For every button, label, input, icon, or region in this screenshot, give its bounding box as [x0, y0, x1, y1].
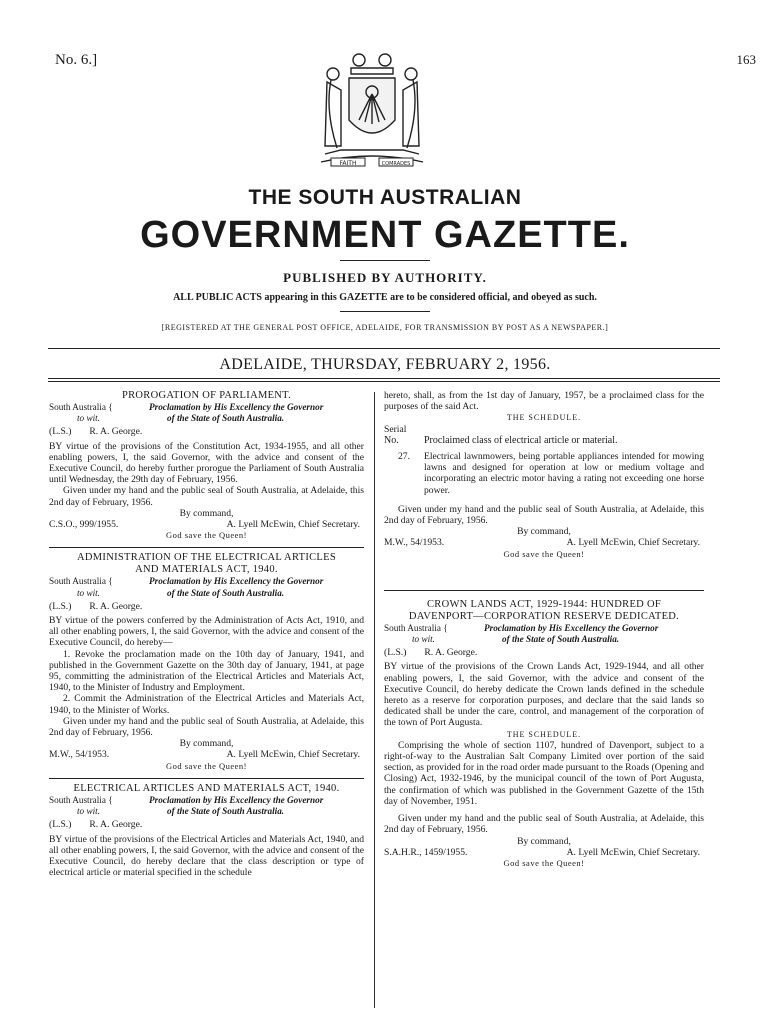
- coat-of-arms-icon: [311, 50, 433, 182]
- svg-text:FAITH: FAITH: [339, 160, 357, 167]
- page-number: 163: [736, 52, 756, 67]
- section-title: ADMINISTRATION OF THE ELECTRICAL ARTICLES: [77, 552, 336, 564]
- proclamation-heading: South Australia { to wit. Proclamation by His Excellency the Governor of the State of South Australia.: [49, 794, 324, 817]
- schedule-item: 27. Electrical lawnmowers, being portable appliances intended for mowing lawns and designed for operation at low or medium voltage and incorporating an electric motor having a rating not exceeding one horse power.: [398, 451, 704, 496]
- schedule-heading: THE SCHEDULE.: [506, 413, 582, 423]
- section-title: ELECTRICAL ARTICLES AND MATERIALS ACT, 1940.: [73, 782, 340, 794]
- divider: [48, 381, 720, 382]
- schedule-heading: THE SCHEDULE.: [506, 729, 582, 739]
- masthead-title: GOVERNMENT GAZETTE.: [140, 214, 630, 256]
- section-title: PROROGATION OF PARLIAMENT.: [121, 390, 292, 401]
- proclamation-heading: South Australia { to wit. Proclamation by His Excellency the Governor of the State of South Australia.: [49, 402, 324, 424]
- proclamation-body: BY virtue of the provisions of the Constitution Act, 1934-1955, and all other enabling powers, I, the said Governor, with the advice and consent of the Executive Council, do hereby further prorogue the Parliament of South Australia until Wednesday, the 29th day of February, 1956.: [49, 440, 364, 486]
- public-acts-notice: ALL PUBLIC ACTS appearing in this GAZETTE are to be considered official, and obeyed as such.: [173, 292, 597, 303]
- section-title: CROWN LANDS ACT, 1929-1944: HUNDRED OF: [426, 598, 662, 610]
- left-column: PROROGATION OF PARLIAMENT. South Australia { to wit. Proclamation by His Excellency the Governor of the State of South Australia. (L.S.) R. A. George. BY virtue of the provisions of the Constitution Act, 1934-1955, and all other enabling powers, I, the said Governor, with the advice and consent of the Executive Council, do hereby further prorogue the Parliament of South Australia until Wednesday, the 29th day of February, 1956. Given under my hand and the public seal of South Australia, at Adelaide, this 2nd day of February, 1956. By command, C.S.O., 999/1955. A. Lyell McEwin, Chief Secretary. God save the Queen! ADMINISTRATION OF THE ELECTRICAL ARTICLES AND MATERIALS ACT, 1940. South Australia { to wit. Proclamation by His Excellency the Governor of the State of South Australia. (L.S.) R. A. George. BY virtue of the powers conferred by the Administration of Acts Act, 1910, and all other enabling powers, I, the said Governor, with the advice and consent of the Executive Council, do hereby— 1. Revoke the proclamation made on the 10th day of January, 1941, and published in the Government Gazette on the 30th day of January, 1941, at page 95, committing the administration of the Electrical Articles and Materials Act, 1940, to the Minister of Industry and Employment. 2. Commit the Administration of the Electrical Articles and Materials Act, 1940, to the Minister of Works. Given under my hand and the public seal of South Australia, at Adelaide, this 2nd day of February, 1956. By command, M.W., 54/1953. A. Lyell McEwin, Chief Secretary. God save the Queen! ELECTRICAL ARTICLES AND MATERIALS ACT, 1940. South Australia { to wit. Proclamation by His Excellency the Governor of the State of South Australia. (L.S.) R. A. George. BY virtue of the provisions of the Electrical Articles and Materials Act, 1940, and all other enabling powers, I, the said Governor, with the advice and consent of the Executive Council, do hereby declare that the class description or type of electrical article or material specified in the schedule: [49, 390, 364, 879]
- svg-text:COMRADES: COMRADES: [381, 161, 411, 167]
- dateline: ADELAIDE, THURSDAY, FEBRUARY 2, 1956.: [219, 356, 551, 373]
- proclamation-heading: South Australia { to wit. Proclamation by His Excellency the Governor of the State of South Australia.: [49, 576, 324, 598]
- published-by-authority: PUBLISHED BY AUTHORITY.: [283, 270, 487, 285]
- divider: [340, 260, 430, 261]
- column-divider: [374, 392, 375, 1008]
- divider: [48, 378, 720, 379]
- right-column: hereto, shall, as from the 1st day of January, 1957, be a proclaimed class for the purposes of the said Act. THE SCHEDULE. Serial No. Proclaimed class of electrical article or material. 27. Electrical lawnmowers, being portable appliances intended for mowing lawns and designed for operation at low or medium voltage and incorporating an electric motor having a rating not exceeding one horse power. Given under my hand and the public seal of South Australia, at Adelaide, this 2nd day of February, 1956. By command, M.W., 54/1953. A. Lyell McEwin, Chief Secretary. God save the Queen! CROWN LANDS ACT, 1929-1944: HUNDRED OF DAVENPORT—CORPORATION RESERVE DEDICATED. South Australia { to wit. Proclamation by His Excellency the Governor of the State of South Australia. (L.S.) R. A. George. BY virtue of the provisions of the Crown Lands Act, 1929-1944, and all other enabling powers, I, the said Governor, with the advice and consent of the Executive Council, do hereby dedicate the Crown lands defined in the schedule hereto as a reserve for corporation purposes, and declare that the said lands so dedicated shall be under the care, control, and management of the corporation of the town of Port Augusta. THE SCHEDULE. Comprising the whole of section 1107, hundred of Davenport, subject to a right-of-way to the Australian Salt Company Limited over portion of the said section, as provided for in the road order made pursuant to the Roads (Opening and Closing) Act, 1932-1946, by the municipal council of the town of Port Augusta, the confirmation of which was published in the Government Gazette of the 15th day of November, 1951. Given under my hand and the public seal of South Australia, at Adelaide, this 2nd day of February, 1956. By command, S.A.H.R., 1459/1955. A. Lyell McEwin, Chief Secretary. God save the Queen!: [384, 390, 704, 868]
- masthead-line-1: THE SOUTH AUSTRALIAN: [248, 186, 522, 209]
- divider: [48, 348, 720, 349]
- gazette-number: No. 6.]: [55, 52, 98, 68]
- proclamation-heading: South Australia { to wit. Proclamation by His Excellency the Governor of the State of South Australia.: [384, 622, 659, 645]
- divider: [340, 311, 430, 312]
- registered-notice: [REGISTERED AT THE GENERAL POST OFFICE, ADELAIDE, FOR TRANSMISSION BY POST AS A NEWSPAPER.]: [161, 323, 609, 332]
